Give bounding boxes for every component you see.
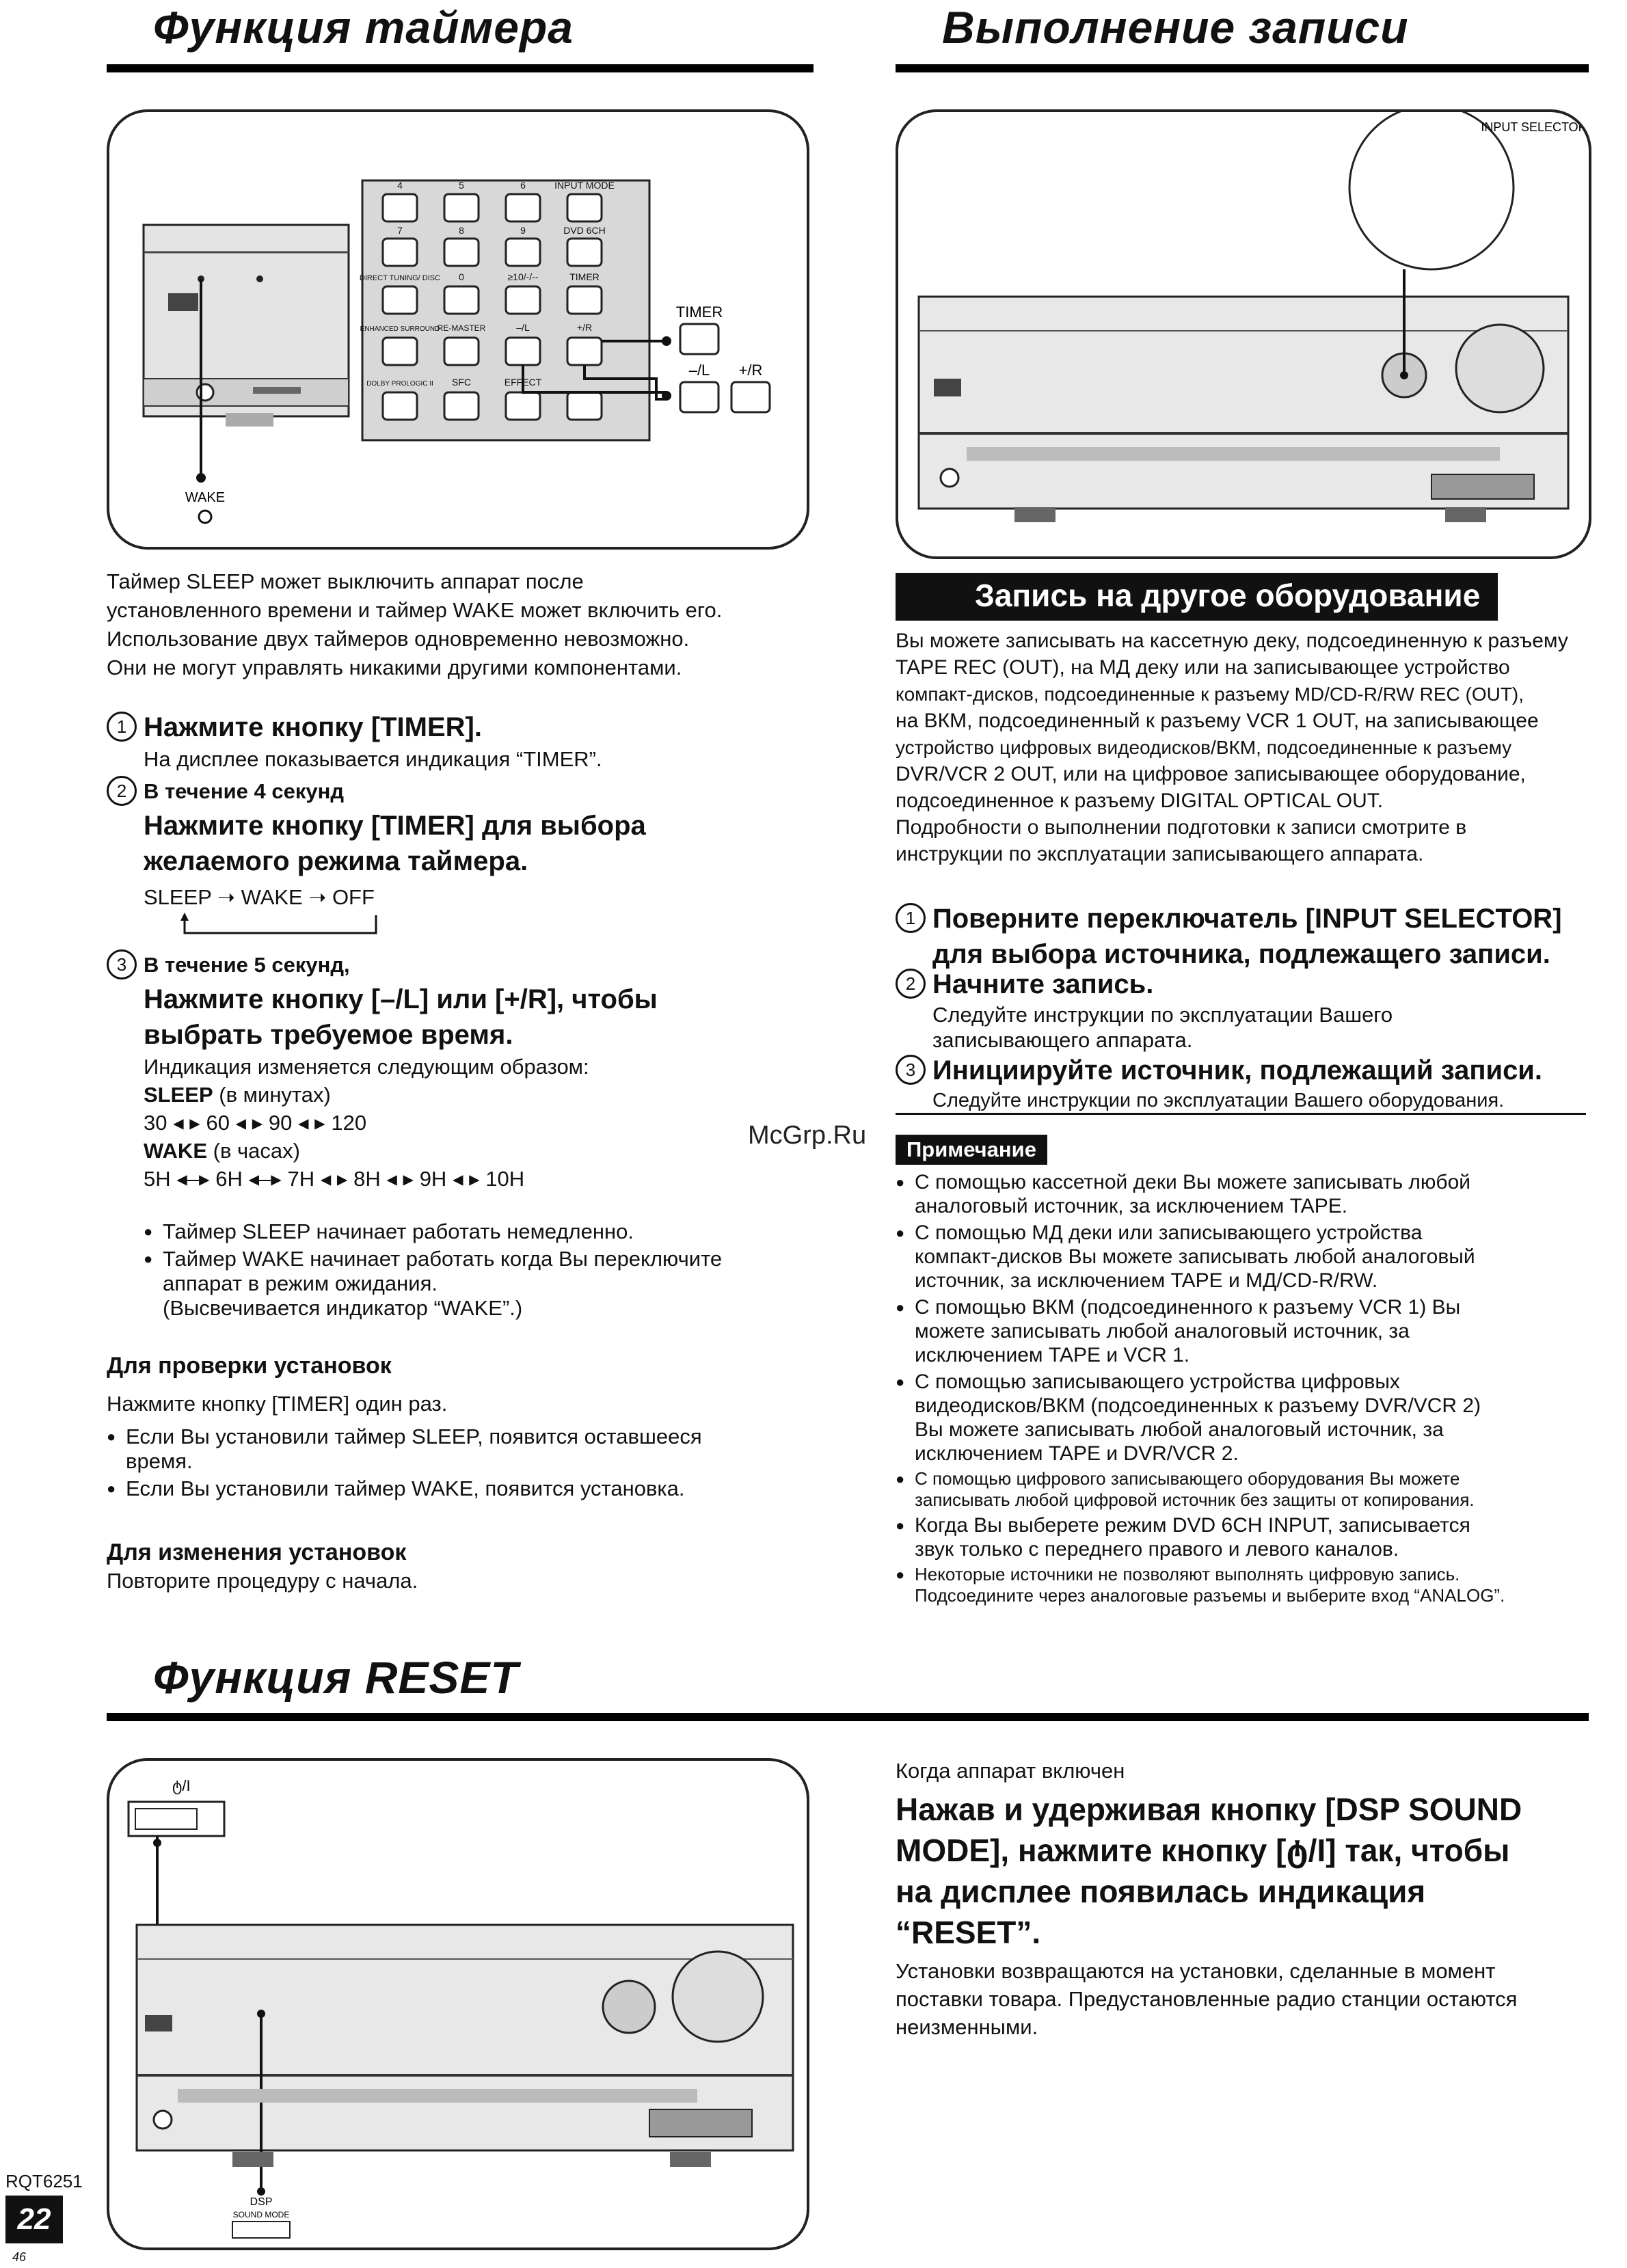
record-step-1: 1 Поверните переключатель [INPUT SELECTOR] для выбора источника, подлежащего записи. bbox=[896, 901, 1562, 972]
remote-key-label: –/L bbox=[516, 322, 530, 333]
remote-key-label: TIMER bbox=[569, 271, 600, 282]
wake-values: 5H ◂–▸ 6H ◂–▸ 7H ◂ ▸ 8H ◂ ▸ 9H ◂ ▸ 10H bbox=[144, 1166, 525, 1191]
remote-key-label: 9 bbox=[520, 225, 526, 236]
receiver-drawing bbox=[898, 112, 1589, 556]
remote-key-label: 6 bbox=[520, 180, 526, 191]
change-settings-section: Для изменения установок Повторите процедуру с начала. bbox=[107, 1539, 418, 1593]
remote-key-label: 0 bbox=[459, 271, 464, 282]
remote-key-label: ENHANCED SURROUND bbox=[360, 325, 440, 333]
check-settings-section: Для проверки установок Нажмите кнопку [TIMER] один раз. ● Если Вы установили таймер SLEEP, появится оставшееся время. ● Если Вы установили таймер WAKE, появится установка. bbox=[107, 1350, 702, 1504]
remote-and-receiver-drawing bbox=[109, 112, 807, 547]
remote-key-label: ≥10/-/-- bbox=[507, 271, 539, 282]
dsp-label: DSP bbox=[250, 2196, 273, 2208]
remote-key-label: SFC bbox=[452, 377, 471, 388]
wake-indicator-label: WAKE bbox=[185, 490, 226, 505]
remote-key-label: 5 bbox=[459, 180, 464, 191]
plus-callout-label: +/R bbox=[738, 362, 763, 379]
minus-callout-label: –/L bbox=[688, 362, 710, 379]
list-item: ● С помощью цифрового записывающего оборудования Вы можете записывать любой цифровой источник без защиты от копирования. bbox=[896, 1468, 1505, 1511]
note-label: Примечание bbox=[896, 1135, 1047, 1165]
page-number: 22 bbox=[5, 2196, 63, 2243]
remote-key-label: +/R bbox=[576, 322, 593, 333]
remote-key-label: DVD 6CH bbox=[563, 225, 606, 236]
record-intro: Вы можете записывать на кассетную деку, подсоединенную к разъему TAPE REC (OUT), на МД деку или на записывающее устройство компакт-дисков, подсоединенные к разъему MD/CD-R/RW REC (OUT), на ВКМ, подсоединенный к разъему VCR 1 OUT, на записывающее устройство цифровых видеодисков/ВКМ, подсоединенные к разъему DVR/VCR 2 OUT, или на цифровое записывающее оборудование, подсоединенное к разъему DIGITAL OPTICAL OUT. Подробности о выполнении подготовки к записи смотрите в инструкции по эксплуатации записывающего аппарата. bbox=[896, 630, 1568, 865]
step-number: 2 bbox=[107, 776, 137, 806]
remote-key-label: DOLBY PROLOGIC II bbox=[366, 380, 433, 388]
timer-callout-label: TIMER bbox=[675, 303, 723, 321]
divider bbox=[896, 1113, 1586, 1115]
list-item: ● С помощью ВКМ (подсоединенного к разъему VCR 1) Вы можете записывать любой аналоговый источник, за исключением TAPE и VCR 1. bbox=[896, 1295, 1505, 1367]
timer-step-2: 2 В течение 4 секунд Нажмите кнопку [TIMER] для выбора желаемого режима таймера. SLEEP ➝ WAKE ➝ OFF bbox=[107, 777, 646, 939]
reset-illustration bbox=[107, 1758, 809, 2250]
remote-key-label: 7 bbox=[397, 225, 403, 236]
doc-code: RQT6251 bbox=[5, 2171, 83, 2191]
remote-key-label: RE-MASTER bbox=[437, 323, 486, 333]
input-selector-label: INPUT SELECTOR bbox=[1481, 120, 1587, 134]
reset-title: Функция RESET bbox=[153, 1652, 519, 1703]
timer-step-1: 1 Нажмите кнопку [TIMER]. На дисплее показывается индикация “TIMER”. bbox=[107, 710, 602, 773]
record-step-3: 3 Инициируйте источник, подлежащий записи. Следуйте инструкции по эксплуатации Вашего оборудования. bbox=[896, 1053, 1542, 1113]
list-item: ● Таймер SLEEP начинает работать немедленно. bbox=[144, 1219, 722, 1244]
timer-bullets bbox=[144, 1219, 722, 1323]
cycle-return-arrow bbox=[144, 911, 417, 939]
list-item: ● Когда Вы выберете режим DVD 6CH INPUT, записывается звук только с переднего правого и левого каналов. bbox=[896, 1513, 1505, 1561]
small-page-number: 46 bbox=[12, 2250, 27, 2264]
step-number: 2 bbox=[896, 969, 926, 999]
mode-cycle: SLEEP ➝ WAKE ➝ OFF bbox=[144, 885, 375, 909]
list-item: ● Таймер WAKE начинает работать когда Вы переключите аппарат в режим ожидания. (Высвечивается индикатор “WAKE”.) bbox=[144, 1247, 722, 1321]
record-step-2: 2 Начните запись. Следуйте инструкции по эксплуатации Вашего записывающего аппарата. bbox=[896, 967, 1393, 1053]
list-item: ● С помощью записывающего устройства цифровых видеодисков/ВКМ (подсоединенных к разъему DVR/VCR 2) Вы можете записывать любой аналоговый источник, за исключением TAPE и DVR/VCR 2. bbox=[896, 1370, 1505, 1466]
record-title: Выполнение записи bbox=[942, 2, 1409, 53]
record-notes bbox=[896, 1170, 1505, 1609]
record-illustration bbox=[896, 109, 1591, 559]
record-banner: Запись на другое оборудование bbox=[896, 573, 1498, 621]
dsp-label: SOUND MODE bbox=[232, 2210, 290, 2219]
list-item: ● Если Вы установили таймер SLEEP, появится оставшееся время. bbox=[107, 1425, 702, 1474]
power-label: ტ/I bbox=[172, 1777, 191, 1794]
timer-intro: Таймер SLEEP может выключить аппарат после установленного времени и таймер WAKE может включить его. Использование двух таймеров одновременно невозможно. Они не могут управлять никакими другими компонентами. bbox=[107, 569, 723, 679]
timer-step-3: 3 В течение 5 секунд, Нажмите кнопку [–/L] или [+/R], чтобы выбрать требуемое время. Индикация изменяется следующим образом: SLEEP (в минутах) 30 ◂ ▸ 60 ◂ ▸ 90 ◂ ▸ 120 WAKE (в часах) 5H ◂–▸ 6H ◂–▸ 7H ◂ ▸ 8H ◂ ▸ 9H ◂ ▸ 10H bbox=[107, 950, 658, 1193]
timer-title: Функция таймера bbox=[153, 2, 574, 53]
reset-title-rule bbox=[107, 1713, 1589, 1721]
step-number: 1 bbox=[896, 903, 926, 933]
record-title-rule bbox=[896, 64, 1589, 72]
remote-key-label: INPUT MODE bbox=[554, 180, 615, 191]
step-number: 1 bbox=[107, 712, 137, 742]
remote-key-label: 8 bbox=[459, 225, 464, 236]
reset-instructions: Когда аппарат включен Нажав и удерживая кнопку [DSP SOUND MODE], нажмите кнопку [ტ/I] так, чтобы на дисплее появилась индикация “RESET”. Установки возвращаются на установки, сделанные в момент поставки товара. Предустановленные радио станции остаются неизменными. bbox=[896, 1759, 1522, 2039]
step-number: 3 bbox=[896, 1055, 926, 1085]
list-item: ● С помощью кассетной деки Вы можете записывать любой аналоговый источник, за исключением TAPE. bbox=[896, 1170, 1505, 1218]
remote-key-label: EFFECT bbox=[504, 377, 542, 388]
timer-illustration bbox=[107, 109, 809, 550]
remote-key-label: DIRECT TUNING/ DISC bbox=[359, 274, 441, 282]
step-number: 3 bbox=[107, 949, 137, 980]
timer-title-rule bbox=[107, 64, 814, 72]
watermark: McGrp.Ru bbox=[748, 1121, 867, 1150]
list-item: ● С помощью МД деки или записывающего устройства компакт-дисков Вы можете записывать любой аналоговый источник, за исключением TAPE и МД/CD-R/RW. bbox=[896, 1221, 1505, 1293]
remote-key-label: 4 bbox=[397, 180, 403, 191]
list-item: ● Некоторые источники не позволяют выполнять цифровую запись. Подсоедините через аналоговые разъемы и выберите вход “ANALOG”. bbox=[896, 1564, 1505, 1606]
sleep-values: 30 ◂ ▸ 60 ◂ ▸ 90 ◂ ▸ 120 bbox=[144, 1110, 367, 1135]
list-item: ● Если Вы установили таймер WAKE, появится установка. bbox=[107, 1476, 702, 1501]
receiver-reset-drawing bbox=[109, 1761, 807, 2247]
